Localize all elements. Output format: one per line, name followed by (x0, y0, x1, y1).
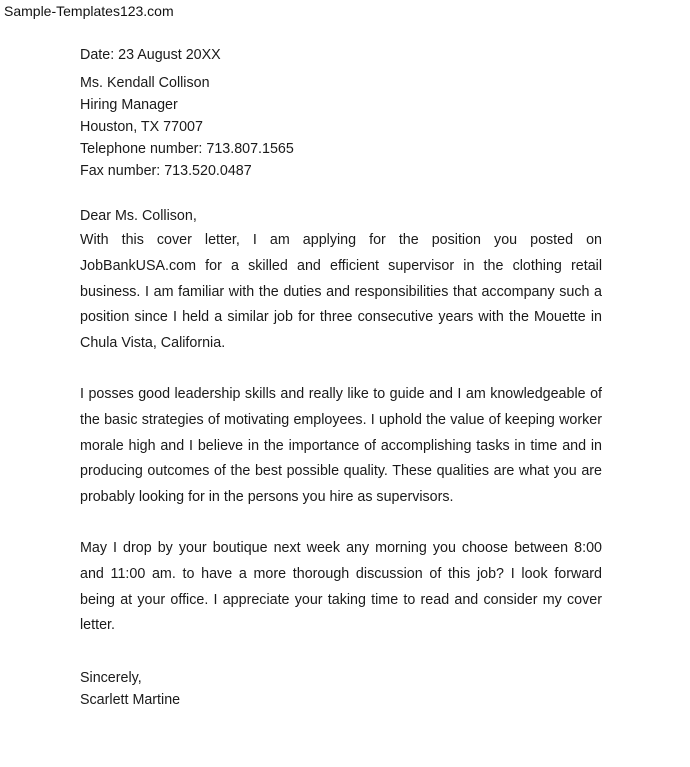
body-paragraph-1: With this cover letter, I am applying for the position you posted on JobBankUSA.com for a skilled and efficient supervisor in the clothing retail business. I am familiar with the duties and responsibilities that accompany such a position since I held a similar job for three consecutive years with the Mouette in Chula Vista, California. (80, 232, 602, 352)
cover-letter (80, 44, 602, 711)
recipient-block (80, 72, 602, 182)
body-paragraph-3: May I drop by your boutique next week any morning you choose between 8:00 and 11:00 am. to have a more thorough discussion of this job? I look forward being at your office. I appreciate your taking time to read and consider my cover letter. (80, 539, 602, 634)
recipient-name: Ms. Kendall Collison (80, 75, 210, 91)
letter-date: Date: 23 August 20XX (80, 47, 221, 63)
watermark-text: Sample-Templates123.com (4, 3, 174, 19)
recipient-telephone: Telephone number: 713.807.1565 (80, 141, 294, 157)
signature-name: Scarlett Martine (80, 692, 181, 709)
salutation: Dear Ms. Collison, (80, 208, 197, 224)
recipient-fax: Fax number: 713.520.0487 (80, 163, 252, 179)
recipient-title: Hiring Manager (80, 97, 178, 113)
closing: Sincerely, (80, 670, 142, 687)
recipient-city: Houston, TX 77007 (80, 119, 203, 135)
body-paragraph-2: I posses good leadership skills and really like to guide and I am knowledgeable of the basic strategies of motivating employees. I uphold the value of keeping worker morale high and I believe in the importance of accomplishing tasks in time and in producing outcomes of the best possible quality. These qualities are what you are probably looking for in the persons you hire as supervisors. (80, 385, 602, 506)
